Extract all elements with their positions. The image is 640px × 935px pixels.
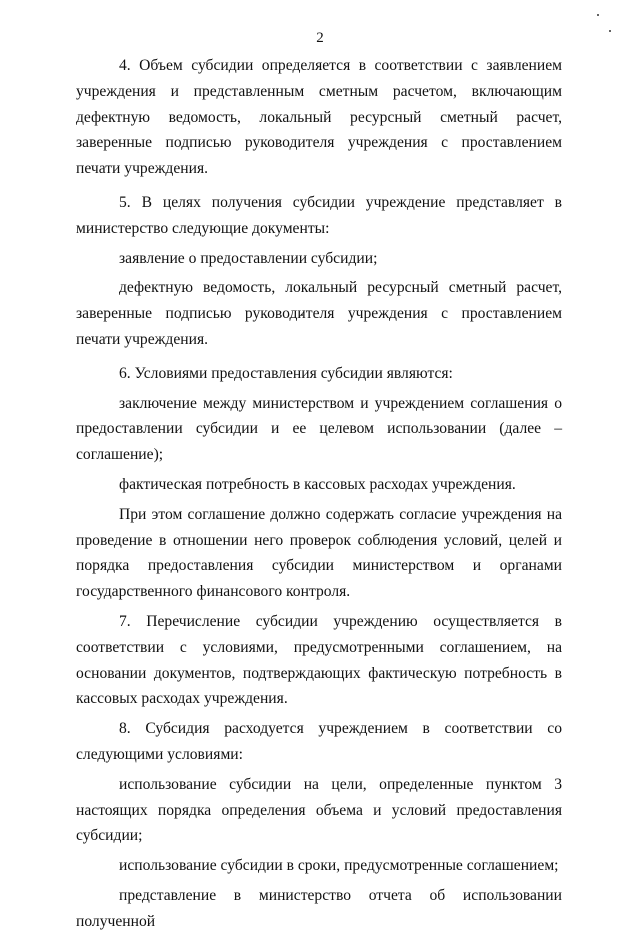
paragraph-list-item: заявление о предоставлении субсидии;: [119, 249, 378, 267]
paragraph-text: При этом соглашение должно содержать согласие учреждения на проведение в отношении него проверок соблюдения условий, целей и порядка предоставления субсидии министерством и органами государственного финансового контроля.: [76, 505, 562, 601]
paragraph-item-7: 7. Перечисление субсидии учреждению осуществляется в соответствии с условиями, предусмотренными соглашением, на основании документов, подтверждающих фактическую потребность в кассовых расходах учреждения.: [76, 612, 562, 708]
paragraph-item-4: 4. Объем субсидии определяется в соответствии с заявлением учреждения и представленным сметным расчетом, включающим дефектную ведомость, локальный ресурсный сметный расчет, заверенные подписью руководителя учреждения с проставлением печати учреждения.: [76, 57, 562, 178]
paragraph-list-item: представление в министерство отчета об использовании полученной: [76, 886, 562, 930]
scan-speck: [597, 14, 599, 16]
paragraph-list-item: дефектную ведомость, локальный ресурсный сметный расчет, заверенные подписью руководителя учреждения с проставлением печати учреждения.: [76, 279, 562, 348]
paragraph-item-5: 5. В целях получения субсидии учреждение представляет в министерство следующие документы:: [76, 193, 562, 237]
paragraph-list-item: заключение между министерством и учреждением соглашения о предоставлении субсидии и ее целевом использовании (далее – соглашение);: [76, 394, 562, 464]
page-number: 2: [316, 30, 324, 46]
paragraph-list-item: фактическая потребность в кассовых расходах учреждения.: [119, 475, 516, 493]
paragraph-item-6: 6. Условиями предоставления субсидии являются:: [119, 364, 453, 382]
paragraph-list-item: использование субсидии на цели, определенные пунктом 3 настоящих порядка определения объема и условий предоставления субсидии;: [76, 775, 562, 845]
paragraph-list-item: использование субсидии в сроки, предусмотренные соглашением;: [119, 857, 559, 875]
document-body: [76, 53, 562, 935]
paragraph-item-8: 8. Субсидия расходуется учреждением в соответствии со следующими условиями:: [76, 720, 562, 763]
